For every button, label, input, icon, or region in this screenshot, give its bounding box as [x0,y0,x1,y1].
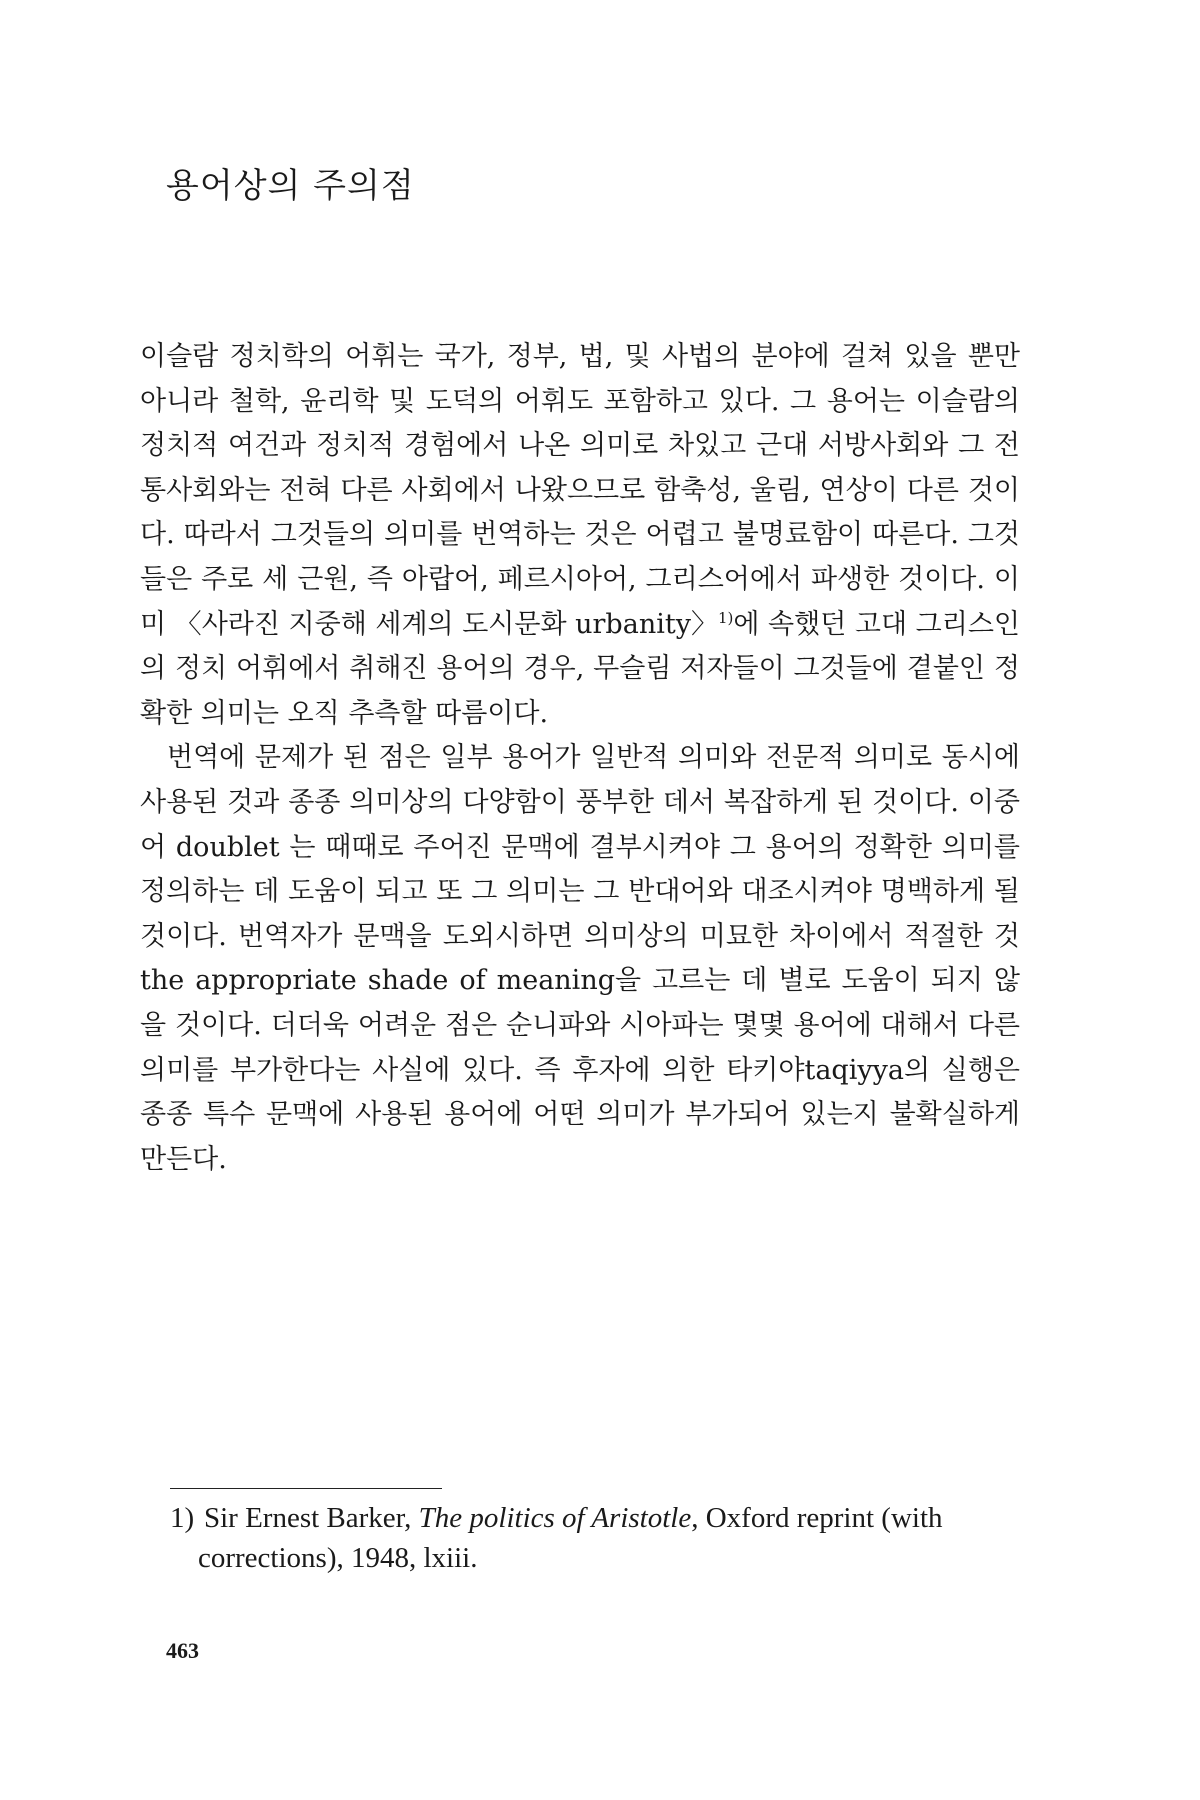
footnote-author: Sir Ernest Barker, [204,1502,419,1534]
footnote [170,1498,1010,1578]
body-text [140,335,1020,1182]
paragraph-1-text: 이슬람 정치학의 어휘는 국가, 정부, 법, 및 사법의 분야에 걸쳐 있을 뿐만 아니라 철학, 윤리학 및 도덕의 어휘도 포함하고 있다. 그 용어는 이슬람의 정치적 여건과 정치적 경험에서 나온 의미로 차있고 근대 서방사회와 그 전통사회와는 전혀 다른 사회에서 나왔으므로 함축성, 울림, 연상이 다른 것이다. 따라서 그것들의 의미를 번역하는 것은 어렵고 불명료함이 따른다. 그것들은 주로 세 근원, 즉 아랍어, 페르시아어, 그리스어에서 파생한 것이다. 이미 〈사라진 지중해 세계의 도시문화 urbanity〉 [140,341,1020,640]
footnote-publisher: , Oxford reprint (with [691,1502,943,1534]
footnote-book-title: The politics of Aristotle [418,1502,692,1534]
section-title: 용어상의 주의점 [166,166,415,206]
page-number: 463 [166,1638,199,1663]
footnote-divider [170,1488,442,1489]
footnote-reference: 1) [717,608,734,627]
paragraph-1 [140,335,1020,736]
paragraph-1-text-cont: 에 속했던 고대 그리스인의 정치 어휘에서 취해진 용어의 경우, 무슬림 저자들이 그것들에 곁붙인 정확한 의미는 오직 추측할 따름이다. [140,608,1020,729]
footnote-number: 1) [170,1502,195,1534]
footnote-line-2: corrections), 1948, lxiii. [198,1542,478,1574]
paragraph-2: 번역에 문제가 된 점은 일부 용어가 일반적 의미와 전문적 의미로 동시에 사용된 것과 종종 의미상의 다양함이 풍부한 데서 복잡하게 된 것이다. 이중어 doublet 는 때때로 주어진 문맥에 결부시켜야 그 용어의 정확한 의미를 정의하는 데 도움이 되고 또 그 의미는 그 반대어와 대조시켜야 명백하게 될 것이다. 번역자가 문맥을 도외시하면 의미상의 미묘한 차이에서 적절한 것the appropriate shade of meaning을 고르는 데 별로 도움이 되지 않을 것이다. 더더욱 어려운 점은 순니파와 시아파는 몇몇 용어에 대해서 다른 의미를 부가한다는 사실에 있다. 즉 후자에 의한 타키야taqiyya의 실행은 종종 특수 문맥에 사용된 용어에 어떤 의미가 부가되어 있는지 불확실하게 만든다. [140,742,1020,1175]
